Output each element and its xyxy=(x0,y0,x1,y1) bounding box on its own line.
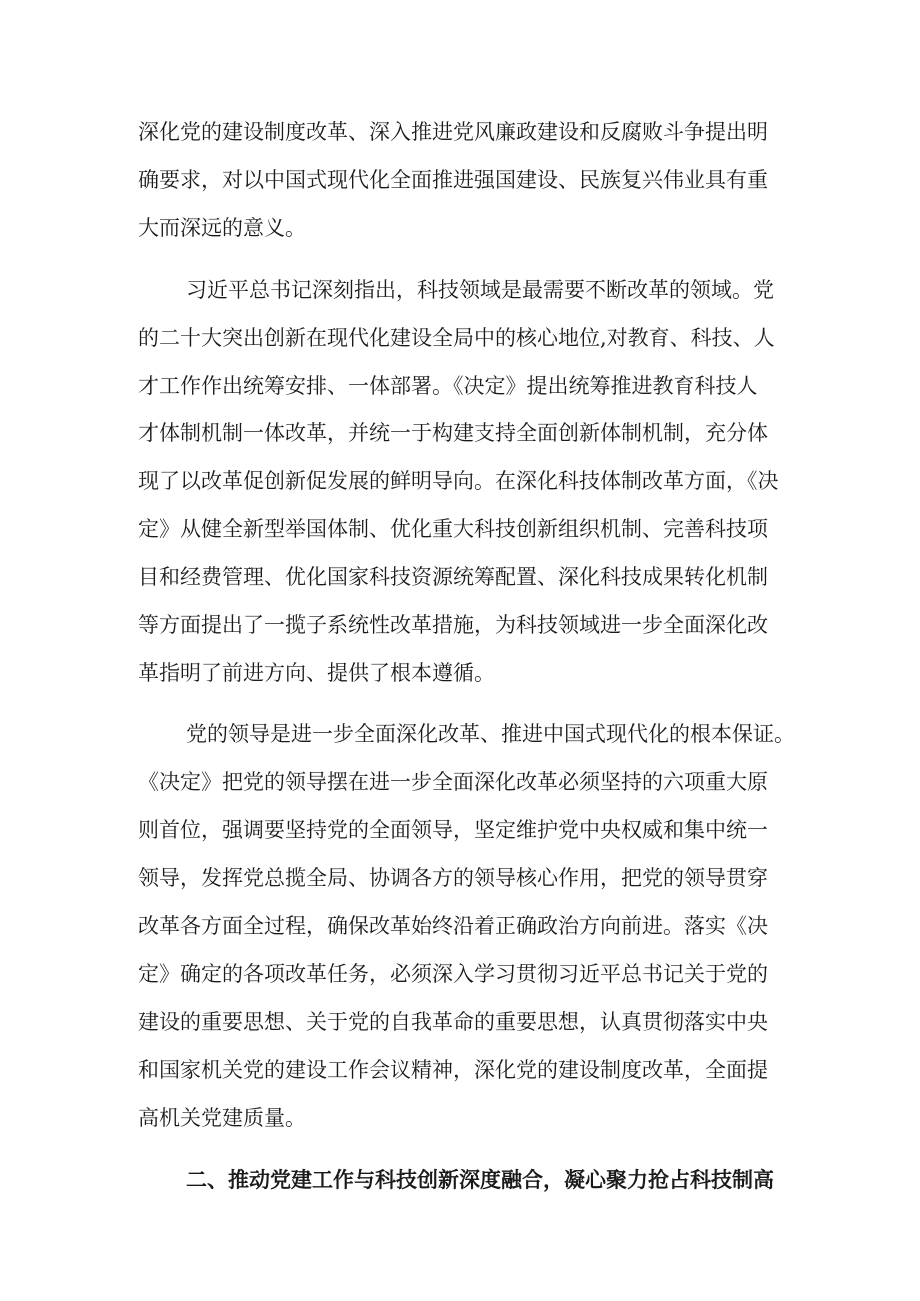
paragraph-2-line-1: 习近平总书记深刻指出，科技领域是最需要不断改革的领域。党 xyxy=(186,278,774,302)
paragraph-1-line-1: 深化党的建设制度改革、深入推进党风廉政建设和反腐败斗争提出明 xyxy=(138,120,768,144)
paragraph-3-line-7: 建设的重要思想、关于党的自我革命的重要思想，认真贯彻落实中央 xyxy=(138,1010,768,1034)
paragraph-2-line-4: 才体制机制一体改革，并统一于构建支持全面创新体制机制，充分体 xyxy=(138,421,768,445)
paragraph-2-line-3: 才工作作出统筹安排、一体部署。《决定》提出统筹推进教育科技人 xyxy=(138,374,758,398)
paragraph-2-line-5: 现了以改革促创新促发展的鲜明导向。在深化科技体制改革方面，《决 xyxy=(138,469,779,493)
paragraph-2-line-2: 的二十大突出创新在现代化建设全局中的核心地位,对教育、科技、人 xyxy=(138,326,775,350)
paragraph-3-line-3: 则首位，强调要坚持党的全面领导，坚定维护党中央权威和集中统一 xyxy=(138,818,768,842)
paragraph-3-line-2: 《决定》把党的领导摆在进一步全面深化改革必须坚持的六项重大原 xyxy=(138,770,768,794)
paragraph-3-line-4: 领导，发挥党总揽全局、协调各方的领导核心作用，把党的领导贯穿 xyxy=(138,866,768,890)
section-heading: 二、推动党建工作与科技创新深度融合，凝心聚力抢占科技制高 xyxy=(186,1167,774,1192)
paragraph-2-line-7: 目和经费管理、优化国家科技资源统筹配置、深化科技成果转化机制 xyxy=(138,565,768,589)
paragraph-2-line-6: 定》从健全新型举国体制、优化重大科技创新组织机制、完善科技项 xyxy=(138,517,768,541)
paragraph-3-line-6: 定》确定的各项改革任务，必须深入学习贯彻习近平总书记关于党的 xyxy=(138,962,768,986)
paragraph-3-line-9: 高机关党建质量。 xyxy=(138,1106,306,1130)
paragraph-2-line-9: 革指明了前进方向、提供了根本遵循。 xyxy=(138,661,495,685)
paragraph-3-line-5: 改革各方面全过程，确保改革始终沿着正确政治方向前进。落实《决 xyxy=(138,914,768,938)
paragraph-2-line-8: 等方面提出了一揽子系统性改革措施，为科技领域进一步全面深化改 xyxy=(138,613,768,637)
paragraph-3-line-8: 和国家机关党的建设工作会议精神，深化党的建设制度改革，全面提 xyxy=(138,1058,768,1082)
paragraph-1-line-3: 大而深远的意义。 xyxy=(138,216,306,240)
paragraph-3-line-1: 党的领导是进一步全面深化改革、推进中国式现代化的根本保证。 xyxy=(186,722,795,746)
paragraph-1-line-2: 确要求，对以中国式现代化全面推进强国建设、民族复兴伟业具有重 xyxy=(138,168,768,192)
